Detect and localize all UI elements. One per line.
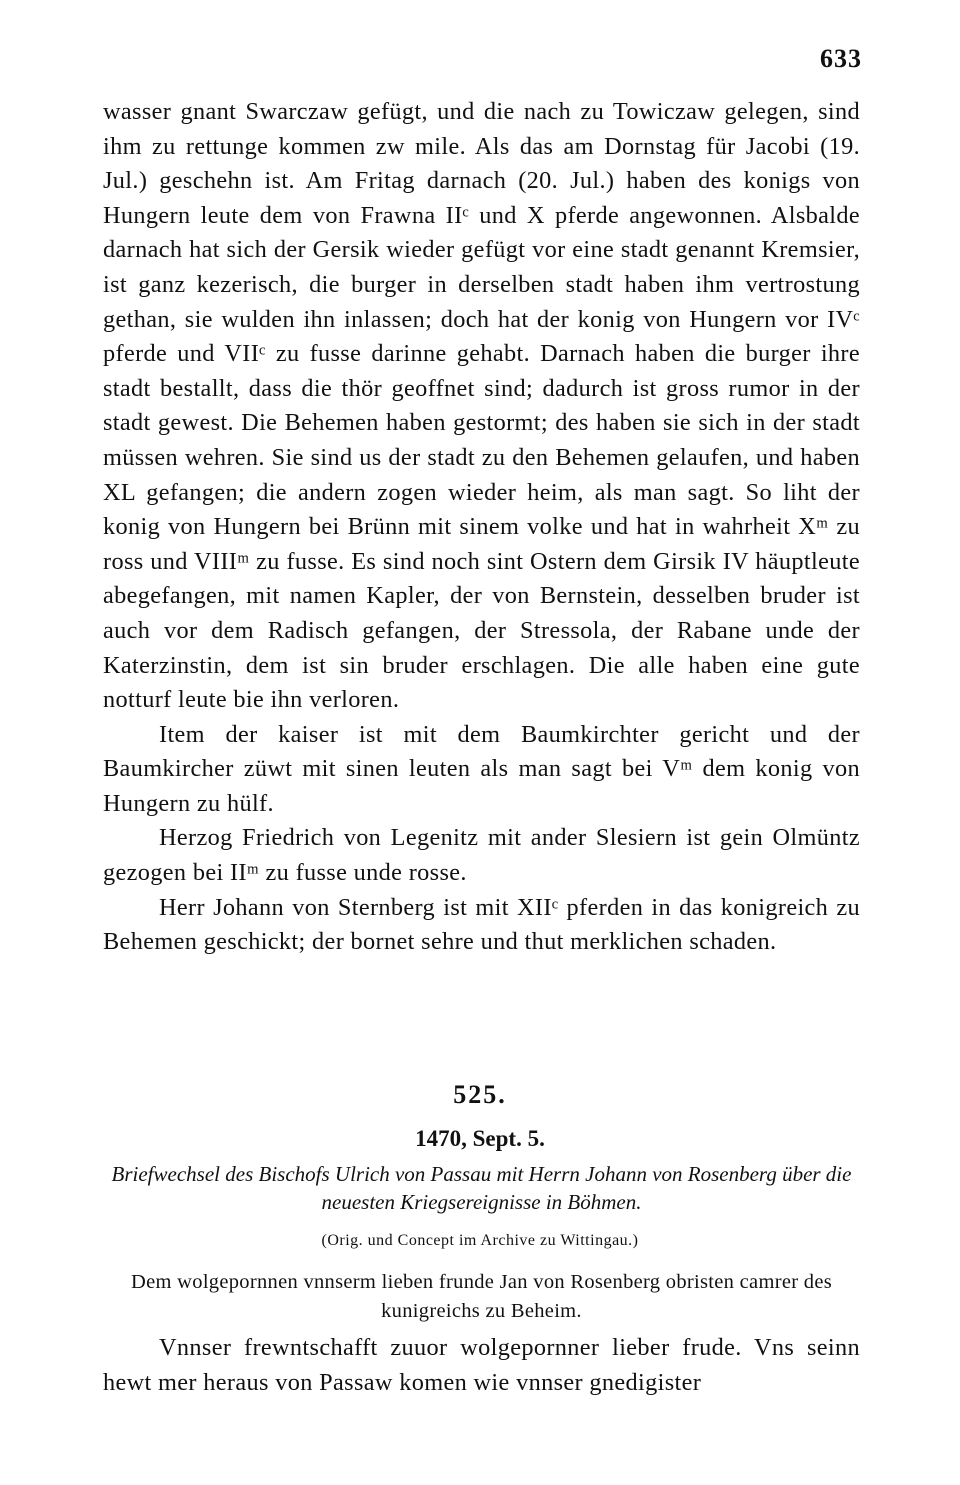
page-number: 633 bbox=[820, 44, 862, 73]
letter-address: Dem wolgepornnen vnnserm lieben frunde Jan von Rosenberg obristen camrer des kunigreichs zu Beheim. bbox=[130, 1271, 832, 1322]
paragraph: wasser gnant Swarczaw gefügt, und die nach zu Towiczaw gelegen, sind ihm zu rettunge kommen zw mile. Als das am Dornstag für Jacobi (19. Jul.) geschehn ist. Am Fritag darnach (20. Jul.) haben des konigs von Hungern leute dem von Frawna IIᶜ und X pferde angewonnen. Alsbalde darnach hat sich der Gersik wieder gefügt vor eine stadt genannt Kremsier, ist ganz kezerisch, die burger in derselben stadt haben ihm vertrostung gethan, sie wulden ihn inlassen; doch hat der konig von Hungern vor IVᶜ pferde und VIIᶜ zu fusse darinne gehabt. Darnach haben die burger ihre stadt bestallt, dass die thör geoffnet sind; dadurch ist gross rumor in der stadt gewest. Die Behemen haben gestormt; des haben sie sich in der stadt müssen wehren. Sie sind us der stadt zu den Behemen gelaufen, und haben XL gefangen; die andern zogen wieder heim, als man sagt. So liht der konig von Hungern bei Brünn mit sinem volke und hat in wahrheit Xᵐ zu ross und VIIIᵐ zu fusse. Es sind noch sint Ostern dem Girsik IV häuptleute abegefangen, mit namen Kapler, der von Bernstein, desselben bruder ist auch vor dem Radisch gefangen, der Stressola, der Rabane unde der Katerzinstin, dem ist sin bruder erschlagen. Die alle haben eine gute notturf leute bie ihn verloren. bbox=[103, 98, 860, 714]
document-summary: Briefwechsel des Bischofs Ulrich von Passau mit Herrn Johann von Rosenberg über die neuesten Kriegsereignisse in Böhmen. bbox=[111, 1162, 852, 1214]
paragraph: Herzog Friedrich von Legenitz mit ander Slesiern ist gein Olmüntz gezogen bei IIᵐ zu fusse unde rosse. bbox=[103, 824, 860, 887]
document-source: (Orig. und Concept im Archive zu Wittingau.) bbox=[321, 1232, 639, 1249]
document-number: 525. bbox=[453, 1080, 507, 1109]
body-text bbox=[103, 95, 860, 960]
paragraph: Item der kaiser ist mit dem Baumkirchter gericht und der Baumkircher züwt mit sinen leuten als man sagt bei Vᵐ dem konig von Hungern zu hülf. bbox=[103, 720, 860, 817]
paragraph: Herr Johann von Sternberg ist mit XIIᶜ pferden in das konigreich zu Behemen geschickt; der bornet sehre und thut merklichen schaden. bbox=[103, 893, 860, 956]
document-date: 1470, Sept. 5. bbox=[415, 1126, 545, 1151]
letter-opening: Vnnser frewntschafft zuuor wolgepornner lieber frude. Vns seinn hewt mer heraus von Passaw komen wie vnnser gnedigister bbox=[103, 1334, 860, 1396]
letter-text bbox=[103, 1330, 860, 1400]
